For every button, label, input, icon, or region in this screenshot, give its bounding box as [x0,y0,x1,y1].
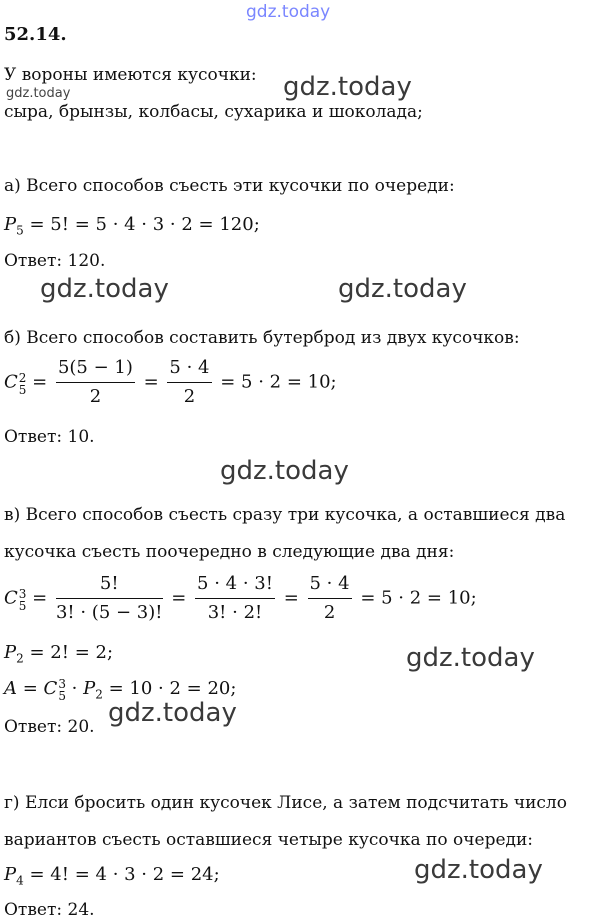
part-g-answer: Ответ: 24. [4,900,95,920]
watermark-large-1: gdz.today [283,72,412,102]
part-b-fraction-2: $\frac{5 \cdot 4}{2}$ [169,357,210,407]
watermark-large-5: gdz.today [406,643,535,673]
part-a-formula: $P_5 = 5$! = 5 · 4 · 3 · 2 = 120; [4,214,260,238]
problem-title: 52.14. [4,24,67,45]
watermark-large-3: gdz.today [338,274,467,304]
part-a-answer: Ответ: 120. [4,251,106,271]
watermark-large-6: gdz.today [108,698,237,728]
part-v-text-2: кусочка съесть поочередно в следующие два дня: [4,542,455,562]
watermark-large-2: gdz.today [40,274,169,304]
part-b-formula: C 2 5 = $\frac{5(5 - 1)}{2}$ = $\frac{5 \cdot 4}{2}$ = 5 · 2 = 10; [4,357,337,407]
watermark-large-7: gdz.today [414,855,543,885]
watermark-large-4: gdz.today [220,456,349,486]
part-v-answer: Ответ: 20. [4,717,95,737]
intro-line-2: сыра, брынзы, колбасы, сухарика и шоколада; [4,102,423,122]
part-v-text-1: в) Всего способов съесть сразу три кусочка, а оставшиеся два [4,505,566,525]
part-a-text: а) Всего способов съесть эти кусочки по очереди: [4,176,455,196]
part-g-formula: $P_4 = 4$! = 4 · 3 · 2 = 24; [4,864,220,888]
intro-line-1: У вороны имеются кусочки: [4,65,257,85]
watermark-top: gdz.today [246,2,331,22]
part-v-fraction-1: $\frac{5!}{3! \cdot (5 - 3)!}$ [55,573,163,623]
part-g-text-2: вариантов съесть оставшиеся четыре кусочка по очереди: [4,830,534,850]
part-b-text: б) Всего способов составить бутерброд из двух кусочков: [4,328,520,348]
part-v-p2: $P_2 = 2$! = 2; [4,642,114,666]
part-b-fraction-1: $\frac{5(5 - 1)}{2}$ [57,357,133,407]
part-b-answer: Ответ: 10. [4,427,95,447]
part-v-fraction-3: $\frac{5 \cdot 4}{2}$ [309,573,350,623]
watermark-small: gdz.today [6,86,71,101]
part-v-a-formula: A = C 3 5 · $P_2 = 10 \cdot 2 = 20$; [4,677,237,703]
part-g-text-1: г) Елси бросить один кусочек Лисе, а затем подсчитать число [4,793,567,813]
part-v-fraction-2: $\frac{5 \cdot 4 \cdot 3!}{3! \cdot 2!}$ [197,573,273,623]
part-v-formula: C 3 5 = $\frac{5!}{3! \cdot (5 - 3)!}$ = $\frac{5 \cdot 4 \cdot 3!}{3! \cdot 2!}$ = $\frac{5 \cdot 4}{2}$ = 5 · 2 = 10; [4,573,477,623]
